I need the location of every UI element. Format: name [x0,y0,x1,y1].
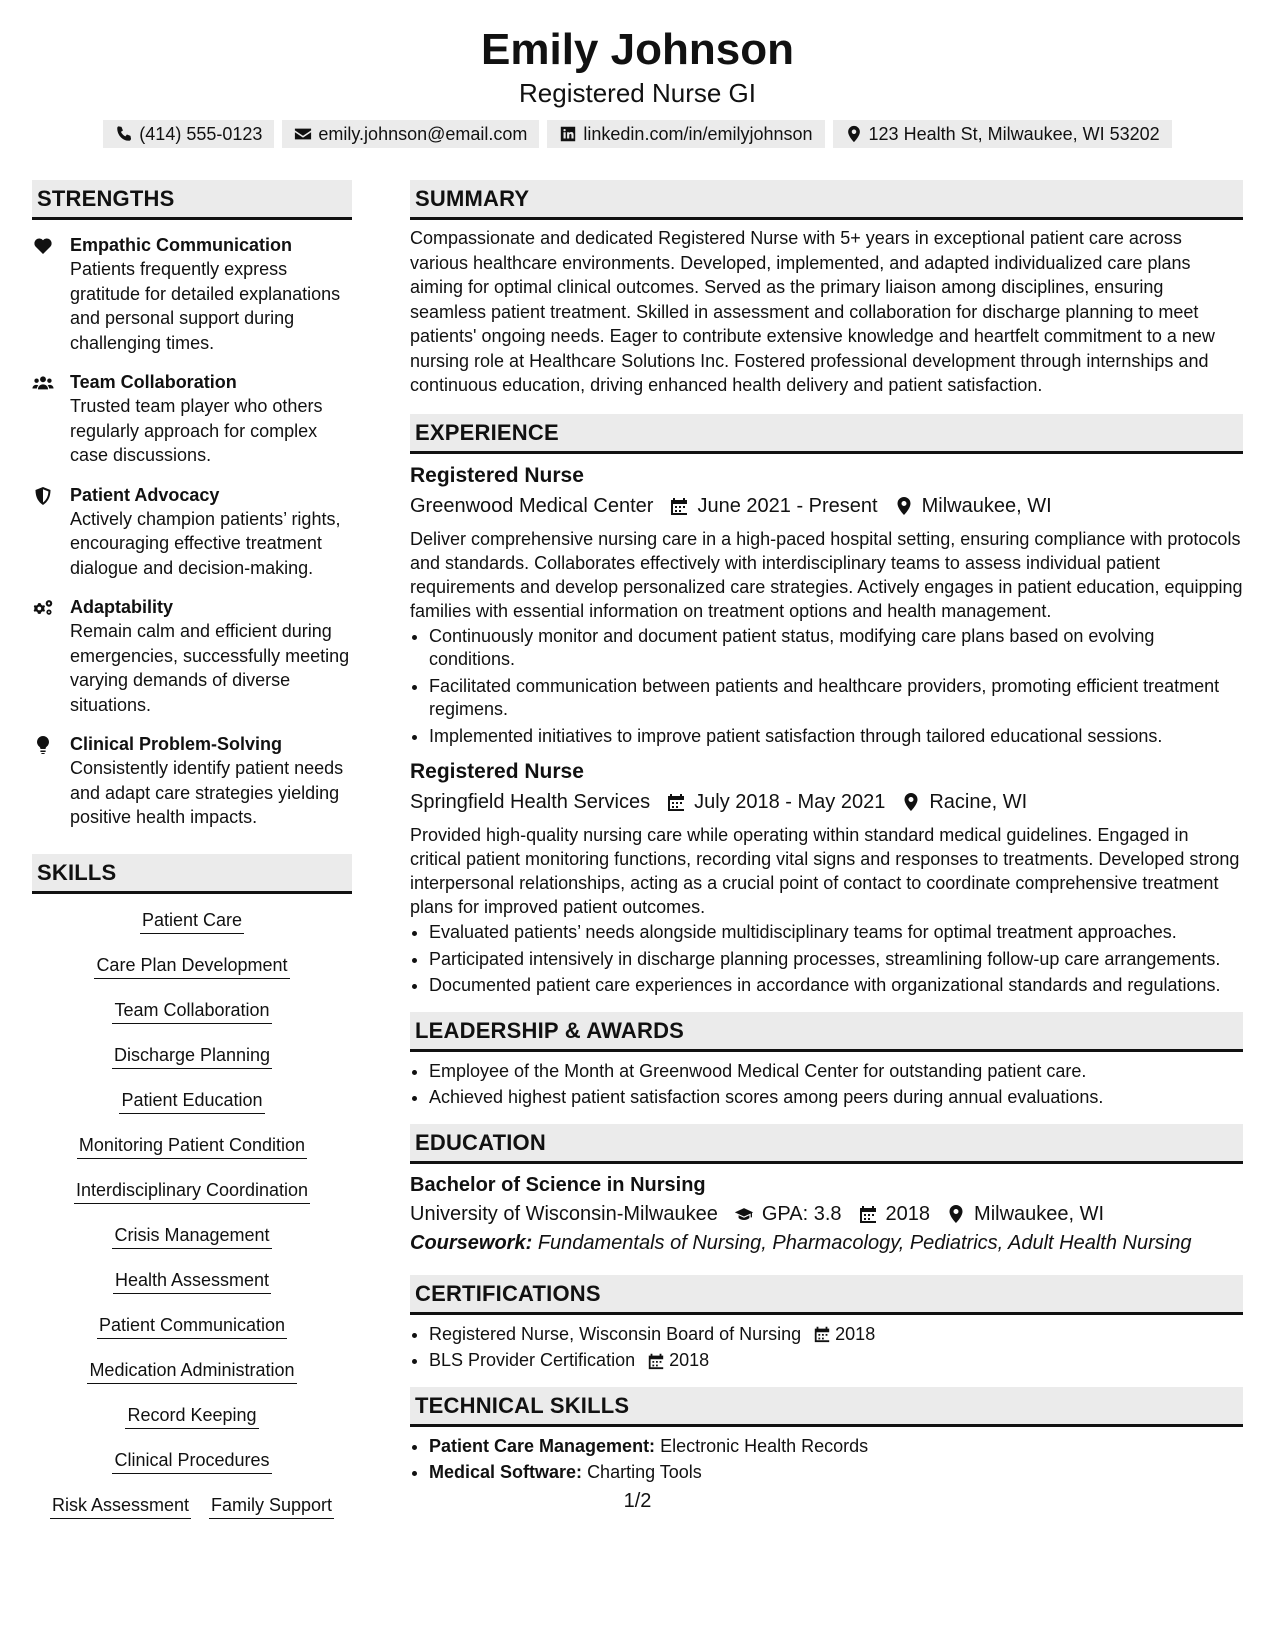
job-bullets [410,921,1243,998]
strengths-list [32,233,352,830]
technical-skill-label: Patient Care Management: [429,1435,656,1456]
location-pin-icon [901,792,921,812]
education-meta [410,1199,1243,1229]
certification-year: 2018 [669,1350,710,1370]
strength-item [32,732,352,830]
skill-tag: Patient Education [119,1087,264,1114]
phone-icon [115,125,133,143]
job-bullet: • Evaluated patients’ needs alongside multidisciplinary teams for optimal treatment approaches. [429,921,1243,945]
calendar-icon [666,792,686,812]
technical-skill-item [429,1461,1243,1485]
skill-tag: Crisis Management [112,1222,271,1249]
strength-title: Clinical Problem-Solving [70,734,283,754]
job-title: Registered Nurse [410,463,584,487]
contact-email[interactable] [282,120,539,148]
left-column [32,180,352,1537]
awards-heading: LEADERSHIP & AWARDS [410,1012,1243,1052]
skills-list [32,907,352,1537]
certification-item [429,1349,1243,1373]
job-location: Milwaukee, WI [921,494,1052,517]
location-pin-icon [946,1204,966,1224]
skill-tag: Record Keeping [125,1402,258,1429]
skill-tag: Patient Communication [97,1312,287,1339]
strength-desc: Remain calm and efficient during emergencies, successfully meeting varying demands of diverse situations. [70,621,350,715]
skill-tag: Clinical Procedures [112,1447,271,1474]
strength-desc: Actively champion patients’ rights, encouraging effective treatment dialogue and decision-making. [70,508,341,578]
calendar-icon [669,496,689,516]
candidate-role: Registered Nurse GI [519,78,756,108]
strength-item [32,233,352,355]
strength-title: Adaptability [70,597,174,617]
coursework-label: Coursework: [410,1231,533,1254]
technical-skills-heading: TECHNICAL SKILLS [410,1387,1243,1427]
certification-name: • Registered Nurse, Wisconsin Board of Nursing [429,1323,802,1344]
contact-linkedin[interactable] [547,120,824,148]
certification-year: 2018 [835,1323,876,1344]
contact-phone[interactable] [103,120,274,148]
summary-heading: SUMMARY [410,180,1243,220]
heart-icon [32,236,54,256]
education-location: Milwaukee, WI [974,1202,1105,1225]
resume-header [0,0,1275,148]
users-icon [32,373,54,393]
summary-text: Compassionate and dedicated Registered Nurse with 5+ years in exceptional patient care across various healthcare environments. Developed, implemented, and adapted individualized care plans aiming for optimal clinical outcomes. Served as the primary liaison among disciplines, ensuring seamless patient treatment. Skilled in assessment and collaboration for discharge planning to meet patients' ongoing needs. Eager to contribute extensive knowledge and heartfelt commitment to a new nursing role at Healthcare Solutions Inc. Fostered professional development through internships and continuous education, driving enhanced health delivery and patient satisfaction. [410,228,1215,395]
job-entry [410,462,1243,749]
job-dates: June 2021 - Present [697,494,878,517]
job-bullets [410,625,1243,749]
skill-tag: Care Plan Development [94,952,289,979]
email-text: emily.johnson@email.com [318,123,528,144]
skill-tag: Discharge Planning [112,1042,272,1069]
technical-skill-value: Electronic Health Records [660,1435,869,1456]
job-location: Racine, WI [929,791,1028,813]
job-entry [410,758,1243,998]
certification-item [429,1323,1243,1347]
job-meta [410,491,1243,521]
strength-desc: Trusted team player who others regularly approach for complex case discussions. [70,396,323,465]
award-item: • Achieved highest patient satisfaction scores among peers during annual evaluations. [429,1086,1243,1110]
location-pin-icon [894,496,914,516]
strength-desc: Patients frequently express gratitude for detailed explanations and personal support during challenging times. [70,259,341,353]
contact-bar [0,120,1275,148]
education-coursework [410,1229,1243,1257]
job-company: Greenwood Medical Center [410,494,654,517]
gears-icon [32,598,54,618]
skill-tag: Interdisciplinary Coordination [74,1177,310,1204]
strength-item [32,370,352,468]
certifications-heading: CERTIFICATIONS [410,1275,1243,1315]
skill-tag: Family Support [209,1492,334,1519]
job-company: Springfield Health Services [410,791,651,813]
skills-heading: SKILLS [32,854,352,894]
technical-skill-item [429,1435,1243,1459]
technical-skills-list [410,1435,1243,1485]
skill-tag: Patient Care [140,907,244,934]
lightbulb-icon [32,735,54,755]
job-title: Registered Nurse [410,760,584,783]
location-pin-icon [845,125,863,143]
strength-item [32,595,352,717]
linkedin-text: linkedin.com/in/emilyjohnson [583,123,813,144]
calendar-icon [647,1352,665,1370]
address-text: 123 Health St, Milwaukee, WI 53202 [868,123,1160,144]
certification-name: • BLS Provider Certification [429,1350,636,1370]
technical-skill-label: Medical Software: [429,1462,583,1482]
job-bullet: • Continuously monitor and document patient status, modifying care plans based on evolving conditions. [429,625,1243,672]
strength-item [32,483,352,581]
job-description: Deliver comprehensive nursing care in a high-paced hospital setting, ensuring compliance with protocols and standards. Collaborates effectively with interdisciplinary teams to assess individual patient requirements and develop personalized care strategies. Actively engages in patient education, equipping families with essential information on treatment options and health management. [410,528,1243,621]
phone-text: (414) 555-0123 [139,123,263,144]
shield-icon [32,486,54,506]
linkedin-icon [559,125,577,143]
skill-tag: Team Collaboration [112,997,271,1024]
education-year: 2018 [885,1202,931,1225]
strength-title: Team Collaboration [70,372,237,392]
skill-tag: Monitoring Patient Condition [77,1132,307,1159]
technical-skill-value: Charting Tools [587,1462,702,1482]
graduation-cap-icon [734,1204,754,1224]
certifications-list [410,1323,1243,1373]
calendar-icon [858,1204,878,1224]
job-bullet: • Participated intensively in discharge planning processes, streamlining follow-up care arrangements. [429,948,1243,972]
skill-tag: Health Assessment [113,1267,271,1294]
right-column [410,180,1243,1488]
award-item: • Employee of the Month at Greenwood Medical Center for outstanding patient care. [429,1060,1243,1084]
skill-tag: Medication Administration [87,1357,296,1384]
page-number: 1/2 [623,1490,652,1512]
education-degree: Bachelor of Science in Nursing [410,1173,706,1196]
envelope-icon [294,125,312,143]
job-meta [410,787,1243,817]
contact-address [833,120,1172,148]
job-bullet: • Facilitated communication between patients and healthcare providers, promoting efficient treatment regimens. [429,675,1243,722]
calendar-icon [813,1325,831,1343]
skill-tag: Risk Assessment [50,1492,191,1519]
strengths-heading: STRENGTHS [32,180,352,220]
strength-desc: Consistently identify patient needs and adapt care strategies yielding positive health impacts. [70,758,344,827]
job-dates: July 2018 - May 2021 [694,791,886,813]
education-heading: EDUCATION [410,1124,1243,1164]
coursework-text: Fundamentals of Nursing, Pharmacology, Pediatrics, Adult Health Nursing [537,1231,1192,1254]
job-bullet: • Documented patient care experiences in accordance with organizational standards and regulations. [429,974,1243,998]
education-school: University of Wisconsin-Milwaukee [410,1202,718,1225]
candidate-name: Emily Johnson [481,25,794,74]
strength-title: Patient Advocacy [70,484,220,505]
education-gpa: GPA: 3.8 [761,1202,842,1225]
job-bullet: • Implemented initiatives to improve patient satisfaction through tailored educational sessions. [429,725,1243,749]
strength-title: Empathic Communication [70,235,293,255]
experience-heading: EXPERIENCE [410,414,1243,454]
awards-list [410,1060,1243,1110]
job-description: Provided high-quality nursing care while operating within standard medical guidelines. Engaged in critical patient monitoring functions, recording vital signs and responses to treatments. Developed strong interpersonal relationships, acting as a crucial point of contact to coordinate comprehensive treatment plans for improved patient outcomes. [410,825,1240,917]
